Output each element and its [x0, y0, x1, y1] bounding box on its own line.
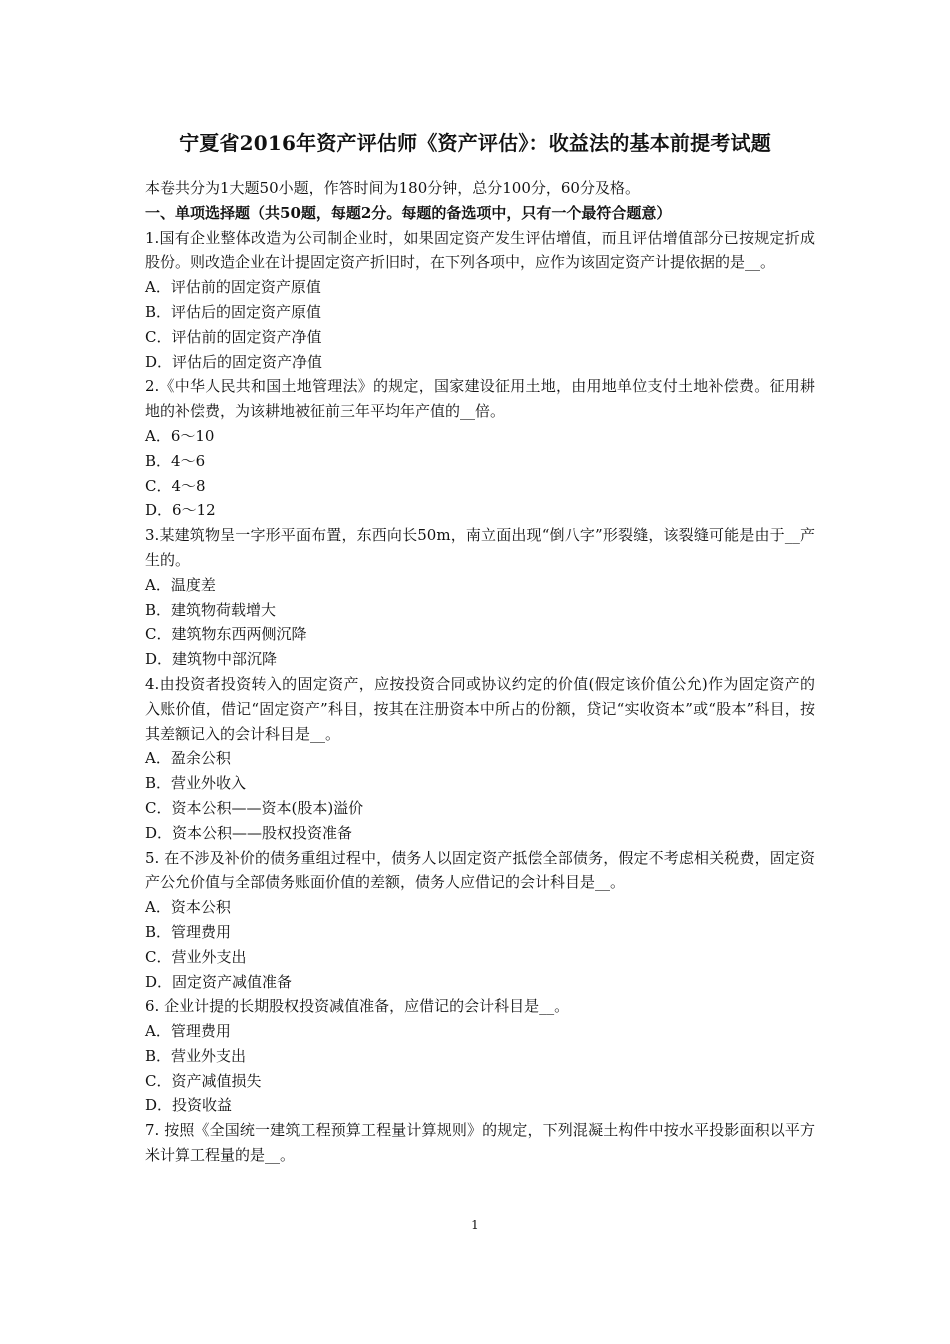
question-text: 3.某建筑物呈一字形平面布置，东西向长50m，南立面出现“倒八字”形裂缝，该裂缝可能是由于__产生的。 [145, 526, 815, 569]
page-number: 1 [471, 1218, 479, 1232]
option-d: D．6～12 [145, 501, 216, 520]
option-a: A．温度差 [145, 575, 216, 594]
question-text: 4.由投资者投资转入的固定资产，应按投资合同或协议约定的价值(假定该价值公允)作为固定资产的入账价值，借记“固定资产”科目，按其在注册资本中所占的份额，贷记“实收资本”或“股本”科目，按其差额记入的会计科目是__。 [145, 674, 815, 743]
option-b: B．管理费用 [145, 922, 232, 941]
option-d: D．投资收益 [145, 1096, 233, 1115]
option-a: A．评估前的固定资产原值 [145, 278, 321, 297]
option-b: B．营业外收入 [145, 774, 247, 793]
option-d: D．评估后的固定资产净值 [145, 352, 323, 371]
option-b: B．4～6 [145, 451, 206, 470]
question-text: 5. 在不涉及补价的债务重组过程中，债务人以固定资产抵偿全部债务，假定不考虑相关税费，固定资产公允价值与全部债务账面价值的差额，债务人应借记的会计科目是__。 [145, 848, 815, 892]
option-c: C．建筑物东西两侧沉降 [145, 625, 307, 644]
question-2 [145, 374, 815, 523]
option-a: A．管理费用 [145, 1022, 231, 1041]
question-4 [145, 672, 815, 846]
question-6 [145, 994, 815, 1118]
option-c: C．资产减值损失 [145, 1071, 262, 1090]
section-heading: 一、单项选择题（共50题，每题2分。每题的备选项中，只有一个最符合题意） [145, 203, 672, 222]
option-a: A．资本公积 [145, 898, 231, 917]
option-b: B．营业外支出 [145, 1046, 247, 1065]
question-text: 2.《中华人民共和国土地管理法》的规定，国家建设征用土地，由用地单位支付土地补偿费。征用耕地的补偿费，为该耕地被征前三年平均年产值的__倍。 [145, 377, 815, 421]
option-b: B．评估后的固定资产原值 [145, 302, 322, 321]
exam-intro: 本卷共分为1大题50小题，作答时间为180分钟，总分100分，60分及格。 [145, 179, 640, 197]
option-c: C．营业外支出 [145, 947, 247, 966]
option-d: D．固定资产减值准备 [145, 972, 293, 991]
question-7 [145, 1118, 815, 1168]
option-a: A．盈余公积 [145, 749, 231, 768]
option-d: D．资本公积——股权投资准备 [145, 823, 353, 842]
option-c: C．评估前的固定资产净值 [145, 327, 322, 346]
question-3 [145, 523, 815, 672]
question-5 [145, 846, 815, 995]
document-title: 宁夏省2016年资产评估师《资产评估》：收益法的基本前提考试题 [179, 131, 771, 155]
option-a: A．6～10 [145, 426, 215, 445]
option-b: B．建筑物荷载增大 [145, 600, 277, 619]
question-text: 6. 企业计提的长期股权投资减值准备，应借记的会计科目是__。 [145, 997, 570, 1016]
option-d: D．建筑物中部沉降 [145, 650, 278, 669]
question-1 [145, 226, 815, 375]
option-c: C．资本公积——资本(股本)溢价 [145, 798, 364, 817]
document-body [145, 176, 815, 1168]
option-c: C．4～8 [145, 476, 206, 495]
question-text: 7. 按照《全国统一建筑工程预算工程量计算规则》的规定，下列混凝土构件中按水平投影面积以平方米计算工程量的是__。 [145, 1121, 815, 1165]
question-text: 1.国有企业整体改造为公司制企业时，如果固定资产发生评估增值，而且评估增值部分已按规定折成股份。则改造企业在计提固定资产折旧时，在下列各项中，应作为该固定资产计提依据的是__。 [145, 228, 815, 272]
